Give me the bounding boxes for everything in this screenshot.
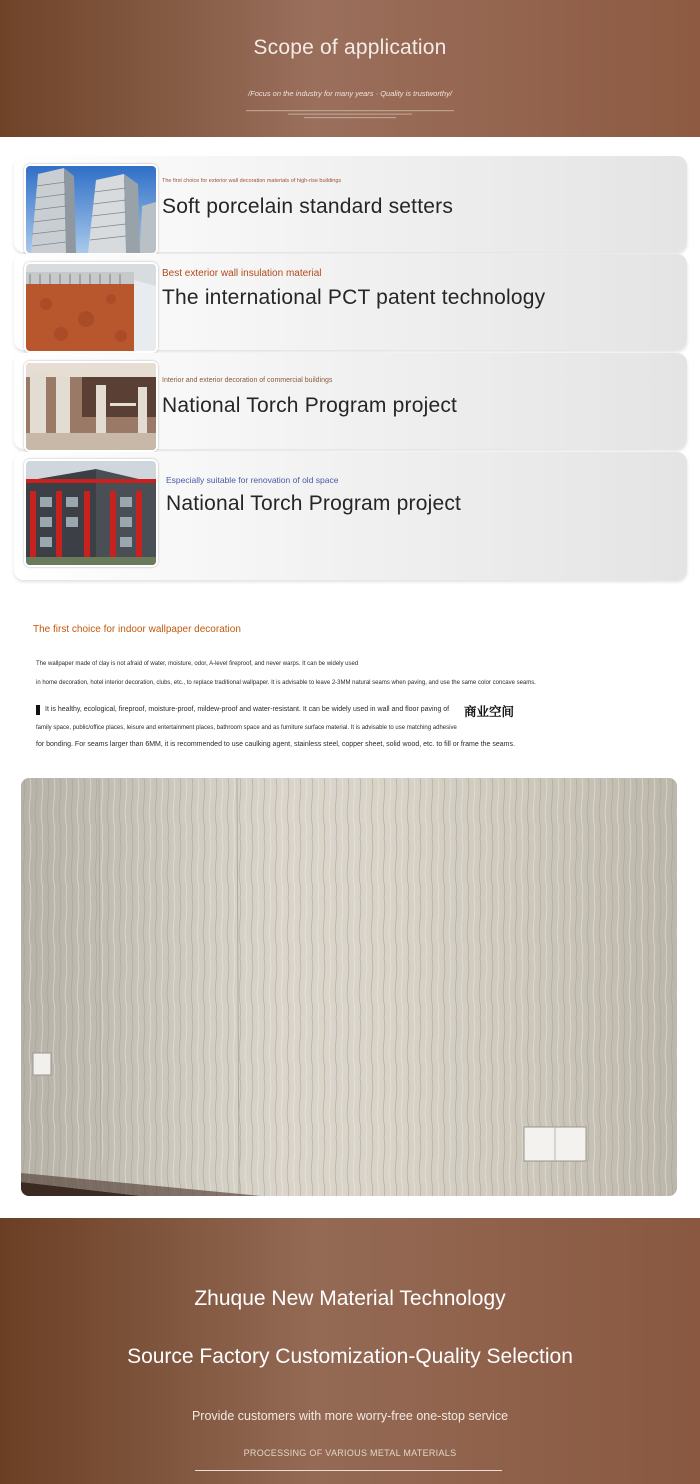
page-title: Scope of application [253, 36, 447, 59]
application-card-commercial [14, 353, 687, 449]
renovated-building-photo [24, 459, 158, 567]
card-title: National Torch Program project [166, 492, 462, 515]
card-subtitle: Interior and exterior decoration of commercial buildings [162, 377, 333, 384]
card-title: National Torch Program project [162, 394, 458, 417]
card-subtitle: Especially suitable for renovation of old space [166, 475, 339, 485]
insulation-wall-photo [24, 262, 158, 353]
skyscraper-photo [24, 164, 158, 255]
wall-outlet-left [33, 1053, 51, 1075]
textured-wall-photo [21, 778, 677, 1196]
chinese-heading-fragment: 商业空间 [464, 705, 515, 719]
page-subtitle: /Focus on the industry for many years · Quality is trustworthy/ [248, 89, 452, 98]
service-tagline: Provide customers with more worry-free one-stop service [191, 1409, 509, 1423]
description-line: for bonding. For seams larger than 6MM, it is recommended to use caulking agent, stainless steel, copper sheet, solid wood, etc. to fill or frame the seams. [36, 741, 515, 748]
application-cards [14, 156, 687, 580]
divider-line [195, 1470, 502, 1471]
description-line: It is healthy, ecological, fireproof, moisture-proof, mildew-proof and water-resistant. It can be widely used in wall and floor paving of [45, 706, 450, 713]
card-title: Soft porcelain standard setters [162, 195, 454, 218]
application-card-high-rise [14, 156, 687, 252]
company-slogan: Source Factory Customization-Quality Selection [127, 1345, 573, 1368]
decorative-fine-print [240, 109, 460, 123]
card-title: The international PCT patent technology [162, 286, 546, 309]
description-line: The wallpaper made of clay is not afraid of water, moisture, odor, A-level fireproof, and never warps. It can be widely used [36, 661, 359, 667]
card-subtitle: Best exterior wall insulation material [162, 268, 322, 279]
description-line: in home decoration, hotel interior decoration, clubs, etc., to replace traditional wallpaper. It is advisable to leave 2-3MM natural seams when paving, and use the same color concave seams. [36, 680, 536, 686]
card-subtitle: The first choice for exterior wall decoration materials of high-rise buildings [162, 178, 342, 184]
processing-caption: PROCESSING OF VARIOUS METAL MATERIALS [243, 1448, 457, 1458]
bullet-mark [36, 705, 40, 715]
section-title-indoor: The first choice for indoor wallpaper decoration [33, 624, 241, 635]
application-card-insulation [14, 254, 687, 350]
company-name: Zhuque New Material Technology [194, 1287, 506, 1310]
commercial-interior-photo [24, 361, 158, 452]
description-line: family space, public/office places, leisure and entertainment places, bathroom space and as furniture surface material. It is advisable to use matching adhesive [36, 725, 457, 731]
application-card-renovation [14, 452, 687, 580]
